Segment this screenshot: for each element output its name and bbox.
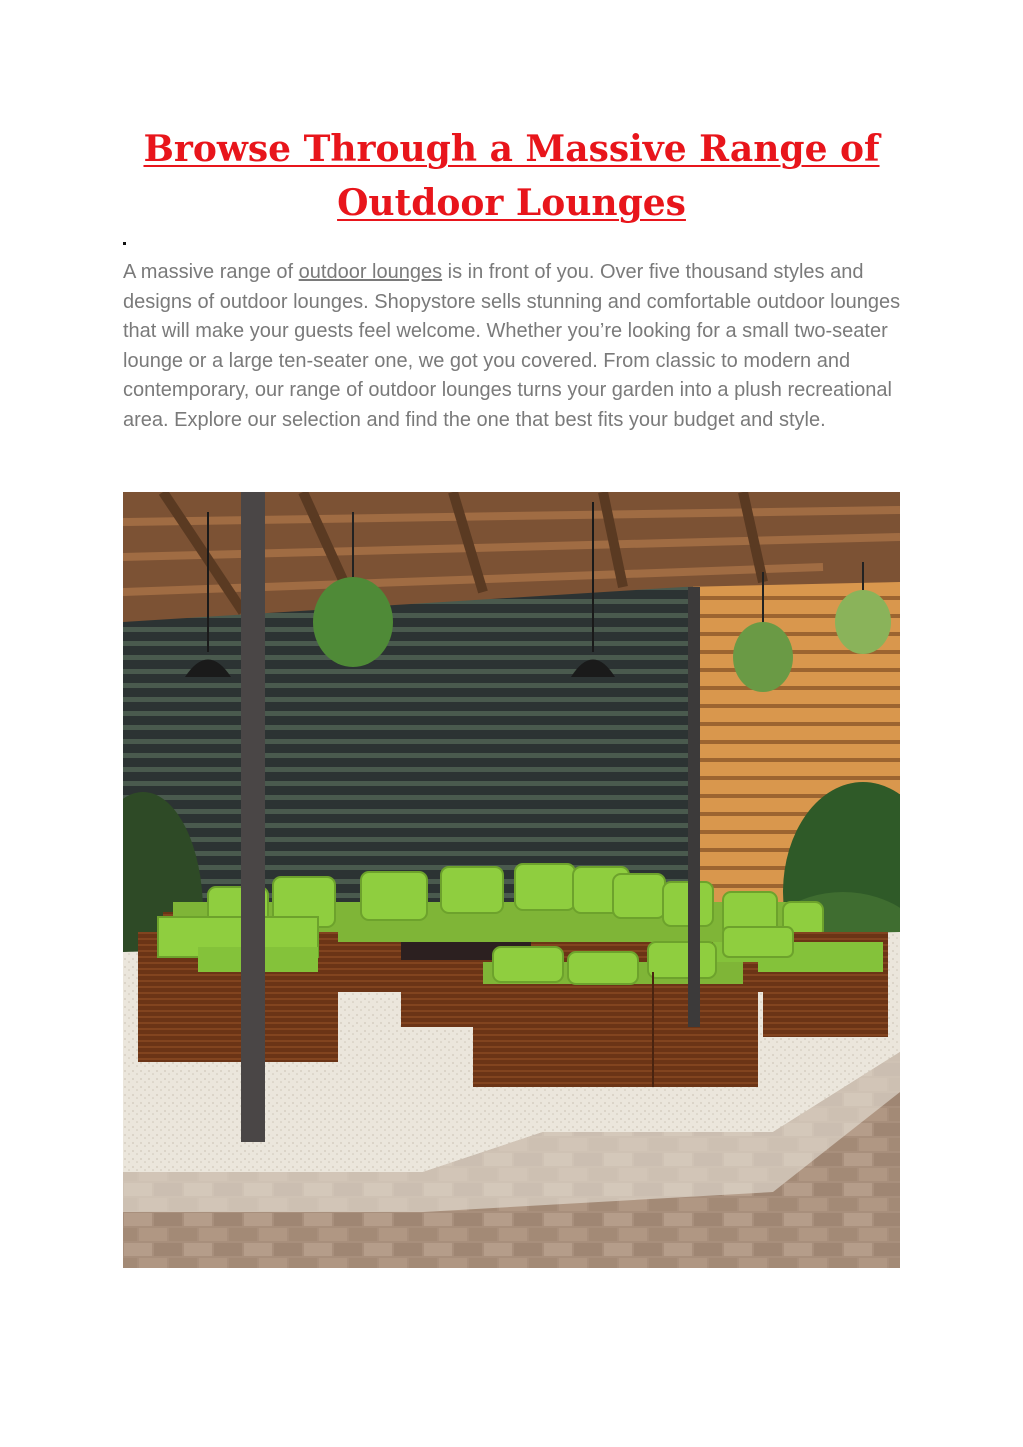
paragraph-rest: is in front of you. Over five thousand styles and designs of outdoor lounges. Shopystore sells stunning and comfortable outdoor lounges that will make your guests feel welcome. Whether you’re looking for a small two-seater lounge or a large ten-seater one, we got you covered. From classic to modern and contemporary, our range of outdoor lounges turns your garden into a plush recreational area. Explore our selection and find the one that best fits your budget and style. xyxy=(123,261,901,431)
paragraph-lead: A massive range of xyxy=(123,261,299,283)
page-title xyxy=(100,122,923,230)
outdoor-lounges-link[interactable]: outdoor lounges xyxy=(298,261,443,283)
intro-paragraph xyxy=(123,258,913,435)
title-line-1: Browse Through a Massive Range of xyxy=(143,128,880,170)
bullet-dot xyxy=(123,242,126,245)
title-line-2: Outdoor Lounges xyxy=(337,182,686,224)
outdoor-lounge-photo xyxy=(123,492,900,1268)
